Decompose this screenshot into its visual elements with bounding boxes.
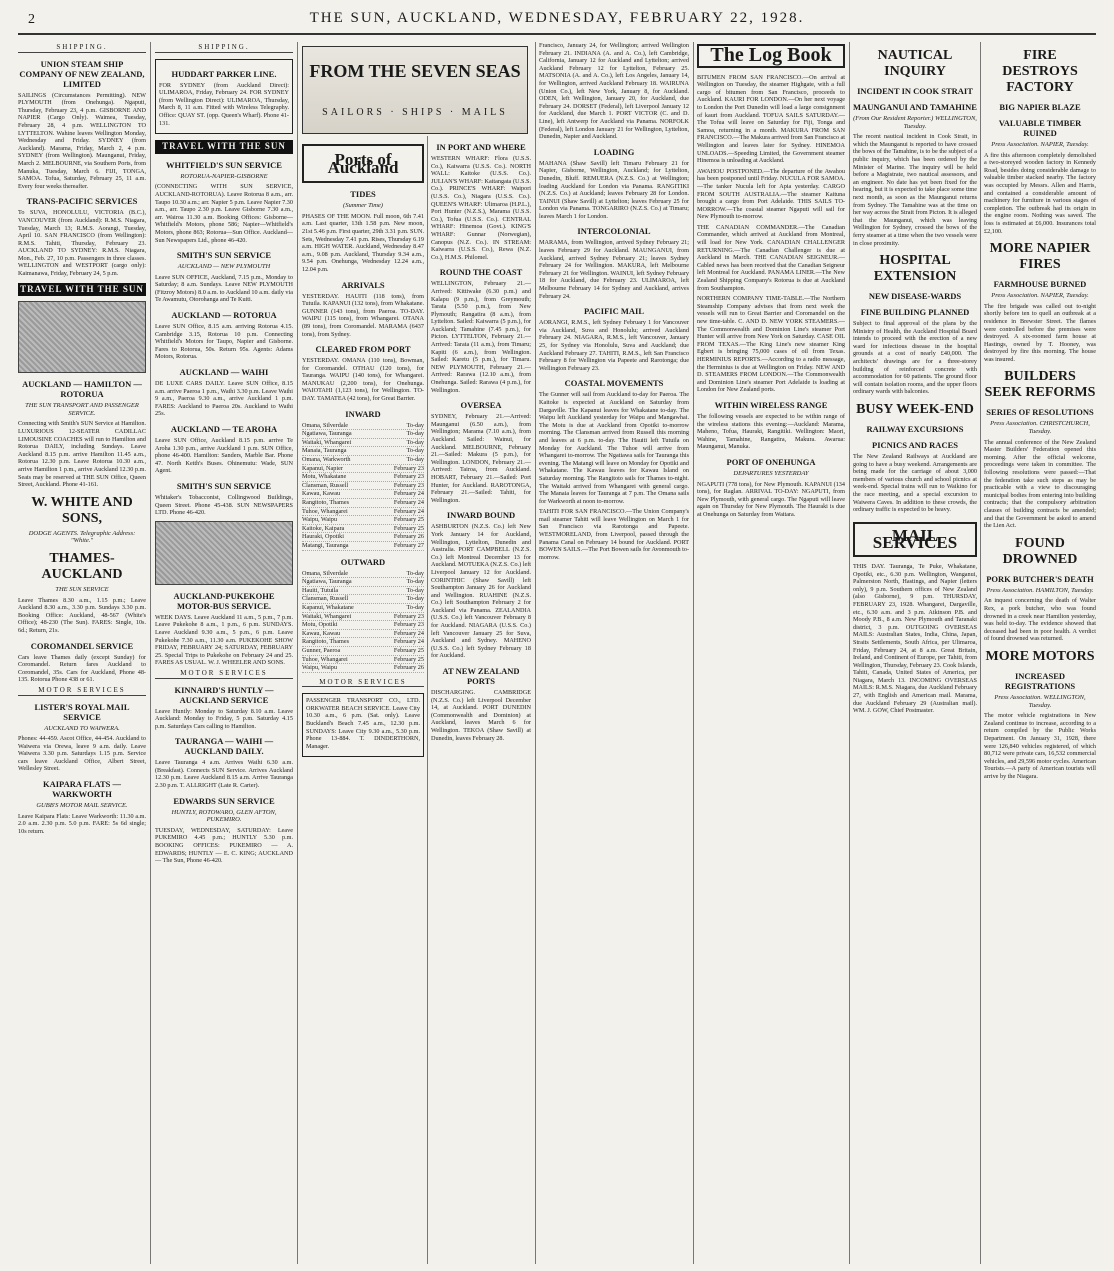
column-rule — [297, 42, 298, 1264]
article-text: ASHBURTON (N.Z.S. Co.) left New York January 14 for Auckland, Wellington, Lyttelton, Dunedin and Australia. PORT CAMPBELL (N.Z.S. Co.) left Montreal December 13 for Auckland. MOTUEKA (N.Z.S. Co.) left Liverpool January 12 for Auckland. CORINTHIC (Shaw Savill) left Southampton January 26 for Auckland and Wellington. RUAHINE (N.Z.S. Co.) left Southampton February 2 for Auckland via Panama. ZEALANDIA (U.S.S. Co.) left Vancouver February 8 for Auckland. NIAGARA (U.S.S. Co.) left Vancouver January 25 for Suva, Auckland and Sydney. MAHENO (U.S.S. Co.) left Sydney February 18 for Auckland. — [431, 523, 531, 660]
list-item — [302, 447, 424, 456]
subheadline: THE SUN SERVICE — [55, 585, 109, 593]
article-text: Connecting with Smith's SUN Service at Hamilton. LUXURIOUS 12-SEATER CADILLAC LIMOUSINE COACHES will run to Hamilton and Rotorua DAILY, including Sundays. Leave Auckland 8.15 p.m. arrive Hamilton 11.45 a.m., Rotorua 12.30 p.m. Leave Rotorua 10.30 a.m., arrive Hamilton 1 p.m., arrive Auckland 12.30 p.m. Seats may be reserved at THE SUN Office, Queen Street, Auckland. Phone 41-161. — [18, 420, 146, 489]
page-number: 2 — [28, 12, 35, 27]
headline: INTERCOLONIAL — [577, 226, 651, 237]
advert-box — [302, 693, 424, 757]
headline: MORE NAPIER FIRES — [989, 241, 1091, 273]
headline: TRANS-PACIFIC SERVICES — [26, 196, 138, 207]
list-item — [302, 465, 424, 474]
section-kicker: SHIPPING. — [155, 44, 293, 53]
bus-photo — [18, 301, 146, 373]
list-item — [302, 525, 424, 534]
list-item — [302, 587, 424, 596]
article-text: The fire brigade was called out to-night shortly before ten to quell an outbreak at a residence in Brewster Street. The flames were controlled before the premises were destroyed. A six-roomed farm house at Hastings, owned by T. Hooney, was destroyed by fire this morning. The house was insured. — [984, 302, 1096, 363]
article-text: NORTHERN COMPANY TIME-TABLE.—The Northern Steamship Company advises that from next week the vessels will run to Great Barrier and Coromandel on the new time-table. C. AND D. NEW YORK STEAMERS.—The Commonwealth and Dominion Line's steamer Port Hunter will arrive from New York on Saturday. CASE OIL FROM TEXAS.—The King Line's new steamer King Egbert is bringing 75,000 cases of oil from Texas. HERMINIUS REPORTS.—According to a radio message, the Herminius is due at Wellington on Friday. NEW AND D. STEAMERS FROM LONDON.—The Commonwealth and Dominion Line's steamer Port Adelaide is loading at London for New Zealand ports. — [697, 295, 845, 394]
headline: KINNAIRD'S HUNTLY — AUCKLAND SERVICE — [174, 684, 274, 705]
section-title: FROM THE SEVEN SEAS — [309, 61, 521, 81]
subheadline: VALUABLE TIMBER RUINED — [998, 118, 1082, 138]
vessel-date: February 23 — [393, 621, 424, 629]
headline: BUILDERS SEEK REFORMS — [984, 369, 1096, 401]
headline: PACIFIC MAIL — [583, 306, 645, 317]
article-text: TAHITI FOR SAN FRANCISCO.—The Union Company's mail steamer Tahiti will leave Wellington on March 1 for San Francisco via Rarotonga and Papeete. WESTMORELAND, from Liverpool, passed through the Panama Canal on February 14 bound for Auckland. PORT BOWEN SAILS.—The Port Bowen sails for Avonmouth to-morrow. — [539, 508, 689, 561]
headline: NAUTICAL INQUIRY — [877, 48, 953, 79]
vessel-name: Hauraki, Opotiki — [302, 533, 344, 541]
vessel-name: Waitaki, Whangarei — [302, 438, 352, 446]
subheadline: INCIDENT IN COOK STRAIT — [857, 86, 973, 96]
subheadline: INCREASED REGISTRATIONS — [1004, 670, 1076, 691]
article-text: DE LUXE CARS DAILY. Leave SUN Office, 8.15 a.m. arrive Paeroa 1 p.m., Waihi 3.30 p.m. Leave Waihi 9 a.m., Paeroa 9.30 a.m., arrive Auckland 1 p.m. FARES: Auckland to Paeroa 20s. Auckland to Waihi 25s. — [155, 380, 293, 418]
article-text: AORANGI, R.M.S., left Sydney February 1 for Vancouver via Auckland, Suva and Honolulu; arrived Auckland February 24. NIAGARA, R.M.S., left Vancouver, January 25, for Sydney via Honolulu, Suva and Auckland; due Auckland February 27. TAHITI, R.M.S., left San Francisco February 8 for Wellington via Papeete and Rarotonga; due Wellington February 23. — [539, 319, 689, 372]
article-text: Leave Thames 8.30 a.m., 1.15 p.m.; Leave Auckland 8.30 a.m., 3.30 p.m. Sundays 3.30 p.m. Booking Office: Auckland, 48-567 (White's Office); 48-230 (The Sun). FARES: Single, 10s. 6d.; Return, 21s. — [18, 596, 146, 634]
vessel-name: Kawau, Kawau — [302, 629, 341, 637]
dateline: (From Our Resident Reporter.) WELLINGTON, Tuesday. — [853, 115, 977, 130]
column-rule — [693, 42, 694, 1264]
vessel-name: Clansman, Russell — [302, 595, 349, 603]
article-text: THE CANADIAN COMMANDER.—The Canadian Commander, which arrived at Auckland from Montreal, will load for New York. CANADIAN CHALLENGER RETURNING.—The Canadian Challenger is due at Auckland in March. THE CANADIAN SEIGNEUR.—Cabled news has been received that the Canadian Seigneur left Montreal for Auckland. PANAMA LINER.—The New Zealand Shipping Company's Rotorua is due at Auckland from Southampton. — [697, 223, 845, 292]
article-text: The New Zealand Railways at Auckland are going to have a busy weekend. Arrangements are being made for the carriage of about 3,000 members of various church and school picnics at week-end. Special trains will run to Waikino for the race meeting, and a special excursion to Waiwera Caves. In addition to these crowds, the ordinary traffic is expected to be heavy. — [853, 453, 977, 514]
subheadline: HUNTLY, ROTOWARO, GLEN AFTON, PUKEMIRO. — [171, 808, 277, 824]
headline: LISTER'S ROYAL MAIL SERVICE — [34, 701, 130, 722]
article-text: FOR SYDNEY (from Auckland Direct): ULIMAROA, Friday, February 24. FOR SYDNEY (from Wellington Direct): ULIMAROA, Thursday, March 8, 11 a.m. Fitted with Wireless Telegraphy. Office: QUAY ST. (opp. Queen's Wharf). Phone 41-131. — [159, 81, 289, 127]
subheadline: THE SUN TRANSPORT AND PASSENGER SERVICE. — [25, 402, 139, 417]
headline: ARRIVALS — [341, 279, 385, 290]
list-item — [302, 533, 424, 542]
list-item — [302, 422, 424, 431]
column-rule — [535, 42, 536, 1264]
article-text: Leave Kaipara Flats: Leave Warkworth: 11.30 a.m. 2.0 a.m. 2.30 p.m. 5.0 p.m. FARE: 5s 6d single; 10s return. — [18, 812, 146, 835]
vessel-name: Tuhoe, Whangarei — [302, 655, 348, 663]
column-rule — [849, 42, 850, 1264]
list-item — [302, 516, 424, 525]
list-item — [302, 542, 424, 551]
subheadline: DODGE AGENTS. Telegraphic Address: "White." — [28, 529, 136, 545]
headline: AUCKLAND — TE AROHA — [170, 424, 278, 434]
vessel-name: Matangi, Tauranga — [302, 541, 349, 549]
headline: CLEARED FROM PORT — [315, 344, 411, 355]
dateline: Press Association. NAPIER, Tuesday. — [991, 141, 1089, 148]
list-item — [302, 578, 424, 587]
article-text: Phones: 44-459. Ascot Office, 44-454. Auckland to Waiwera via Orewa, leave 9 a.m. daily. Leave Waiwera 3.30 p.m. Saturdays 1.15 p.m. Service cars leave Auckland Office, Albert Street, Wellesley Street. — [18, 735, 146, 773]
list-item — [302, 630, 424, 639]
headline: MORE MOTORS — [985, 648, 1095, 664]
vessel-date: February 25 — [393, 646, 424, 654]
headline: BUSY WEEK-END — [856, 402, 974, 418]
list-item — [302, 490, 424, 499]
vessel-date: February 24 — [393, 499, 424, 506]
list-item — [302, 430, 424, 439]
article-text: The annual conference of the New Zealand Master Builders' Federation opened this morning. After the official welcome, proceedings were taken in committee. The following resolutions were passed:—That the federation take such steps as may be practicable with a view to discouraging municipal bodies from entering into building contracts; that the compulsory arbitration clauses of building contracts be amended; and that the Government be asked to amend the Lien Act. — [984, 438, 1096, 530]
dateline: Press Association. WELLINGTON, Tuesday. — [994, 693, 1086, 709]
page-header — [0, 0, 1114, 40]
subheadline: FARMHOUSE BURNED — [993, 279, 1087, 290]
list-item — [302, 499, 424, 508]
vessel-date: February 24 — [393, 507, 424, 515]
subheadline: PORK BUTCHER'S DEATH — [986, 573, 1094, 584]
headline: SMITH'S SUN SERVICE — [176, 480, 272, 491]
column-6 — [697, 42, 845, 1264]
section-tagline: SAILORS · SHIPS · MAILS — [322, 107, 508, 118]
list-item — [302, 604, 424, 613]
article-text: The motor vehicle registrations in New Zealand continue to increase, according to a return compiled by the Public Works Department. On January 31, 1928, there were 126,840 vehicles registered, of which 80,712 were private cars, 16,532 commercial vehicles, and 29,596 motor cycles. American Tourists.—A party of American tourists will arrive by the Niagara. — [984, 712, 1096, 780]
outward-list — [302, 570, 424, 673]
vessel-date: February 26 — [393, 533, 424, 541]
headline: COROMANDEL SERVICE — [30, 640, 134, 651]
subheadline: FINE BUILDING PLANNED — [860, 307, 970, 318]
subheadline: (Summer Time) — [343, 202, 383, 210]
article-text: YESTERDAY. OMANA (110 tons), Bowman, for Coromandel. OTHAU (120 tons), for Tauranga. WAIPU (140 tons), for Whangarei. MANUKAU (2,200 tons), for Onehunga. WAIOTAHI (1,123 tons), for Wellington. TO-DAY. TAMATEA (42 tons), for Great Barrier. — [302, 357, 424, 403]
headline: PORT OF ONEHUNGA — [726, 456, 816, 467]
vessel-date: February 27 — [393, 541, 424, 549]
vessel-name: Kapanui, Whakatane — [302, 603, 354, 611]
vessel-date: To-day — [406, 603, 424, 611]
vessel-name: Gunner, Paeroa — [302, 646, 341, 654]
vessel-name: Waitaki, Whangarei — [302, 612, 352, 620]
headline: INWARD BOUND — [446, 510, 516, 521]
column-rule — [427, 136, 428, 1264]
vessel-name: Omana, Warkworth — [302, 456, 351, 464]
article-text: MARAMA, from Wellington, arrived Sydney February 21; leaves February 29 for Auckland. MAUNGANUI, from Auckland, arrived Sydney February 21; leaves Sydney February 24 for Wellington. MAKURA, left Melbourne February 21 for Wellington. WAINUI, left Sydney February 18 for Auckland, due February 23. ULIMAROA, left Melbourne February 14 for Sydney and Auckland, arrives February 24. — [539, 239, 689, 300]
article-text: (CONNECTING WITH SUN SERVICE, AUCKLAND-ROTORUA). Leave Rotorua 8 a.m., arr. Taupo 10.30 a.m.; arr. Napier 5 p.m. Leave Napier 7.30 a.m., arr. Taupo 2.30 p.m. Leave Gisborne 7.30 a.m., arr. Wairoa 11.30 a.m. Booking Offices: Gisborne—Whitfield's Motors, phone 586; Napier—Whitfield's Motors, phone 863; Rotorua—Sun Office. Auckland—Sun Newspapers Ltd., phone 46-420. — [155, 183, 293, 244]
vessel-date: To-day — [406, 430, 424, 438]
mail-services-title: MAIL SERVICES — [853, 522, 977, 557]
vessel-date: February 25 — [393, 655, 424, 663]
article-text: Cars leave Thames daily (except Sunday) for Coromandel. Return fares Auckland to Coromandel, 35s. Cars for Auckland, Phone 48-135. Rotorua Phone 438 or 61. — [18, 653, 146, 684]
headline: TIDES — [350, 189, 376, 200]
headline: COASTAL MOVEMENTS — [564, 378, 664, 389]
vessel-name: Tuhoe, Whangarei — [302, 507, 348, 515]
vessel-name: Waipu, Waipu — [302, 516, 337, 524]
vessel-name: Omana, Silverdale — [302, 569, 349, 577]
subheadline: BIG NAPIER BLAZE — [999, 102, 1081, 112]
article-text: Whitaker's Tobacconist, Collingwood Buildings, Queen Street. Phone 45-438. SUN NEWSPAPERS LTD. Phone 46-420. — [155, 493, 293, 517]
headline: INWARD — [345, 408, 381, 419]
article-text: Leave Tauranga 4 a.m. Arrives Waihi 6.30 a.m. (Breakfast). Connects SUN Service. Arrives Auckland 12.30 p.m. Leave Auckland 8.15 a.m. Arrive Tauranga 2.30 p.m. T. ALLRIGHT (Late R. Carter). — [155, 759, 293, 790]
vessel-name: Motu, Opotiki — [302, 621, 338, 629]
article-text: WEEK DAYS. Leave Auckland 11 a.m., 5 p.m., 7 p.m. Leave Pukekohe 8 a.m., 1 p.m., 6 p.m. SUNDAYS. Leave Auckland 9.30 a.m., 5 p.m., 6 p.m. Leave Pukekohe 7.30 a.m., 11.30 a.m. PUKEKOHE SHOW FRIDAY, FEBRUARY 24; SATURDAY, FEBRUARY 25. Special Trips to Pukekohe on February 24 and 25. FARES AS USUAL. W. J. WHEELER AND SONS. — [155, 613, 293, 667]
headline: IN PORT AND WHERE — [436, 142, 526, 152]
masthead: THE SUN, AUCKLAND, WEDNESDAY, FEBRUARY 22, 1928. — [309, 10, 805, 26]
vessel-date: To-day — [406, 421, 424, 429]
headline: AT NEW ZEALAND PORTS — [442, 666, 520, 687]
article-text: AWAHOU POSTPONED.—The departure of the Awahou has been postponed until Friday. NUCULA FOR SAMOA.—The tanker Nucula left for Apia yesterday. CARGO FROM SOUTH AUSTRALIA.—The steamer Kaituna brought a cargo from Port Adelaide. THIS SAILS TO-MORROW.—The coastal steamer Ngaputi will sail for New Plymouth to-morrow. — [697, 167, 845, 221]
article-text: DISCHARGING. CAMBRIDGE (N.Z.S. Co.) left Liverpool December 14, at Auckland. PORT DUNEDIN (Commonwealth and Dominion) at Auckland, leaves March 6 for Wellington. TEKOA (Shaw Savill) at Dunedin, leaves February 28. — [431, 689, 531, 742]
list-item — [302, 456, 424, 465]
headline: HOSPITAL EXTENSION — [873, 253, 957, 285]
vessel-date: To-day — [406, 578, 424, 586]
article-text: TUESDAY, WEDNESDAY, SATURDAY: Leave PUKEMIRO 4.45 p.m.; HUNTLY 5.30 p.m. BOOKING OFFICES: PUKEMIRO — A. EDWARDS; HUNTLY — E. C. KING; AUCKLAND — The Sun, Phone 46-420. — [155, 826, 293, 865]
list-item — [302, 664, 424, 673]
headline: FOUND DROWNED — [1002, 535, 1078, 567]
vessel-date: February 25 — [393, 524, 424, 532]
list-item — [302, 647, 424, 656]
column-1 — [18, 42, 146, 1264]
list-item — [302, 638, 424, 647]
column-7 — [853, 42, 977, 1264]
article-text: Subject to final approval of the plans by the Ministry of Health, the Auckland Hospital Board intends to proceed with the erection of a new ward for infectious disease in the hospital grounds at a cost of nearly £40,000. The architects' drawings are for a three-storey building of reinforced concrete with accommodation for 60 patients. The ground floor will contain isolation rooms, and the upper floors ordinary wards with balconies. — [853, 320, 977, 396]
column-4 — [431, 136, 531, 1264]
column-8 — [984, 42, 1096, 1264]
dateline: Press Association. NAPIER, Tuesday. — [991, 292, 1089, 300]
article-text: The recent nautical incident in Cook Strait, in which the Maunganui is reported to have crossed the bows of the Tamahine, is to be the subject of a public inquiry, which has been ordered by the Minister of Marine. The inquiry will be held before a Magistrate, two nautical assessors, and an engineer. No date has yet been fixed for the hearing, but it is expected to take place some time next month, as soon as the Maunganui returns from Sydney. The Tamahine was at the time on her way across the Strait from Picton. It is alleged that the Maunganui, which was leaving Wellington for Sydney, crossed the bows of the ferry steamer at a time when the two vessels were in close proximity. — [853, 133, 977, 247]
headline: ROUND THE COAST — [439, 267, 523, 278]
banner: TRAVEL WITH THE SUN — [18, 283, 146, 297]
headline: WHITFIELD'S SUN SERVICE — [166, 159, 282, 170]
article-text: BITUMEN FROM SAN FRANCISCO.—On arrival at Wellington on Tuesday, the steamer Highgate, with a full cargo of bitumen from San Francisco, proceeds to Auckland. KAURI FOR LONDON.—On her next voyage to London the Port Dunedin will load a large consignment of kauri from Auckland. TOFUA SAILS SATURDAY.—The Tofua will leave on Saturday for Fiji, Tonga and Samoa, returning in a month. MAKURA FROM SAN FRANCISCO.—The Makura arrived from San Francisco at Wellington and leaves later for Sydney. HINEMOA UNLOADS.—Speeding Limited, the Government steamer Hinemoa is unloading at Auckland. — [697, 73, 845, 165]
vessel-name: Ngatiawa, Tauranga — [302, 430, 352, 438]
article-text: NGAPUTI (778 tons), for New Plymouth. KAPANUI (134 tons), for Raglan. ARRIVAL TO-DAY: NGAPUTI, from New Plymouth, with general cargo. The Ngaputi will leave again on Thursday for New Plymouth. The Hauraki is due at Onehunga on Saturday from Waitara. — [697, 480, 845, 518]
article-text: Francisco, January 24, for Wellington; arrived Wellington February 21. INDIANA (A. and A. Co.), left Cambridge, California, January 12 for Auckland and Lyttelton; arrived Auckland February 12 for Lyttelton, February 25. MATSONIA (A. and A. Co.), left Los Angeles, January 14, for Wellington, arrived Auckland February 18. WAIRUNA (Union Co.), left New York, January 8, for Auckland. ODEN, left Wellington, January 20, for Auckland, due February 24. DORSET (Federal), left Liverpool January 12 for Auckland, due March 1. PORT VICTOR (C. and D. Line), left Antwerp for Auckland via Panama. NORFOLK (Federal), left London January 21 for Wellington, Lyttelton, Dunedin, Napier and Auckland. — [539, 42, 689, 141]
vessel-name: Ngatiawa, Tauranga — [302, 578, 352, 586]
dateline: Press Association. CHRISTCHURCH, Tuesday. — [990, 420, 1090, 436]
subheadline: ROTORUA-NAPIER-GISBORNE — [180, 172, 268, 180]
headline: THAMES-AUCKLAND — [41, 550, 123, 582]
article-text: An inquest concerning the death of Walter Rex, a pork butcher, who was found drowned in a creek near Hamilton yesterday, was held to-day. The evidence showed that deceased had been in poor health. A verdict of found drowned was returned. — [984, 597, 1096, 643]
subheadline: RAILWAY EXCURSIONS — [866, 424, 964, 435]
advert-box — [155, 59, 293, 135]
list-item — [302, 508, 424, 517]
vessel-name: Rangitoto, Thames — [302, 499, 349, 506]
section-kicker: SHIPPING. — [18, 44, 146, 53]
headline: AUCKLAND — HAMILTON — ROTORUA — [22, 379, 142, 400]
article-text: WELLINGTON, February 21.—Arrived: Kittiwake (6.30 p.m.) and Kalapu (9 p.m.), from Greymouth; Tarata (5.50 p.m.), from New Plymouth; Rangatira (8 a.m.), from Lyttelton. Sailed: Kaiwarra (5 p.m.), for Auckland; Tamahine (7.45 p.m.), for Picton. LYTTELTON, February 21.—Arrived: Tarata (11 a.m.), from Timaru; Kapiti (6 a.m.), from Wellington. Sailed: Karetu (5 p.m.), for Timaru. NEW PLYMOUTH, February 21.—Arrived: Rarawa (12.10 a.m.), from Onehunga. Sailed: Rarawa (4 p.m.), for Wellington. — [431, 280, 531, 394]
vessel-date: To-day — [406, 595, 424, 603]
subheadline: DEPARTURES YESTERDAY — [733, 469, 809, 477]
vessel-name: Kapanui, Napier — [302, 464, 343, 472]
vessel-name: Omana, Silverdale — [302, 421, 349, 429]
banner: TRAVEL WITH THE SUN — [155, 140, 293, 154]
headline: OVERSEA — [460, 400, 502, 411]
subheadline: GUBB'S MOTOR MAIL SERVICE. — [36, 802, 128, 810]
headline: TAURANGA — WAIHI — AUCKLAND DAILY. — [174, 736, 274, 757]
article-text: YESTERDAY. HAUITI (118 tons), from Tutuila. KAPANUI (132 tons), from Whakatane. GUNNER (143 tons), from Paeroa. TO-DAY. WAIPU (115 tons), from Whangarei. OTANA (89 tons), from Coromandel. MARAMA (6437 tons), from Sydney. — [302, 292, 424, 338]
column-3 — [302, 136, 424, 1264]
headline: KAIPARA FLATS — WARKWORTH — [42, 779, 122, 800]
vessel-name: Kaitoke, Kaipara — [302, 524, 345, 532]
section-kicker: MOTOR SERVICES — [18, 687, 146, 696]
article-text: A fire this afternoon completely demolished a two-storeyed wooden factory in Kennedy Road, besides doing considerable damage to valuable timber stacked nearby. The factory was occupied by Messrs. Allen and Harris, and contained a considerable amount of machinery for furniture in various stages of completion. The outbreak had its origin in the engine room. Nothing was saved. The loss is estimated at £6,000. Insurances total £2,100. — [984, 151, 1096, 235]
vessel-date: To-day — [406, 438, 424, 446]
article-text: MAHANA (Shaw Savill) left Timaru February 21 for Napier, Gisborne, Wellington, Auckland; for Lyttelton, Dunedin, Bluff. REMUERA (N.Z.S. Co.) at Wellington; loading Auckland for London via Panama. RANGITIKI (N.Z.S. Co.) at Auckland; leaves February 28 for London. TAINUI (Shaw Savill) at Lyttelton; leaves February 25 for London via Panama. TONGARIRO (N.Z.S. Co.) at Timaru; leaves March 1 for London. — [539, 159, 689, 220]
list-item — [302, 621, 424, 630]
vessel-name: Rangitoto, Thames — [302, 638, 349, 646]
dateline: Press Association. HAMILTON, Tuesday. — [986, 586, 1094, 594]
inward-list — [302, 422, 424, 551]
vessel-name: Waipu, Waipu — [302, 664, 337, 672]
article-text: Leave SUN Office, 8.15 a.m. arriving Rotorua 4.15. Cambridge 3.15, Rotorua 10 p.m. Connecting Whitfield's Motors for Taupo, Napier and Gisborne. Fares to Rotorua, 50s. Return 95s. Agents: Adams Motors, Rotorua. — [155, 323, 293, 361]
vessel-date: February 24 — [393, 629, 424, 637]
article-text: Leave SUN Office, Auckland 8.15 p.m. arrive Te Aroha 1.30 p.m., arrive Auckland 1 p.m. SUN Office, phone 46-400. Hamilton: Sanders, Marble Bar. Phone 47. North Keith's Buses. Ohinemutu: Wade, SUN Agent. — [155, 437, 293, 475]
headline: FIRE DESTROYS FACTORY — [1002, 48, 1078, 95]
column-2 — [155, 42, 293, 1264]
vessel-date: To-day — [406, 569, 424, 577]
vessel-date: To-day — [406, 456, 424, 464]
subheadline: MAUNGANUI AND TAMAHINE — [853, 102, 977, 112]
bus-photo — [155, 521, 293, 585]
vessel-name: Hauiti, Tutuila — [302, 586, 339, 594]
article-text: The Gunner will sail from Auckland to-day for Paeroa. The Kaitoke is expected at Auckland on Saturday from Dargaville. The Kapanui leaves for Whakatane to-day. The Waipu left Auckland yesterday for Waipu and Mangawhai. The Motu is due at Auckland from Opotiki to-morrow morning. The Clansman arrived from Russell this morning and leaves at 6 p.m. to-day. The Hauiti left Tutuila on Monday for Auckland. The Tuhoe will arrive from Whangarei to-morrow. The Ngatiawa sails for Tauranga this evening. The Matangi will leave on Monday for Opotiki and Whakatane. The Kawau leaves for Kawau Island on Saturday morning. The Rangitoto sails for Thames to-night. The Waitaki arrived from Whangarei with general cargo. The Manaia leaves for Tauranga at 7 p.m. The Omana sails for Warkworth at noon to-morrow. — [539, 391, 689, 505]
vessel-name: Kawau, Kawau — [302, 490, 341, 498]
subheadline: AUCKLAND TO WAIWERA. — [44, 724, 120, 732]
headline: AUCKLAND — ROTORUA — [171, 310, 277, 321]
vessel-name: Motu, Whakatane — [302, 473, 347, 481]
vessel-date: February 26 — [393, 664, 424, 672]
headline: LOADING — [593, 146, 635, 157]
vessel-date: February 23 — [393, 464, 424, 472]
seven-seas-masthead — [302, 44, 528, 138]
headline: WITHIN WIRELESS RANGE — [714, 399, 828, 410]
column-5 — [539, 42, 689, 1264]
vessel-date: February 23 — [393, 612, 424, 620]
headline: EDWARDS SUN SERVICE — [173, 795, 275, 806]
list-item — [302, 656, 424, 665]
section-kicker: MOTOR SERVICES — [302, 679, 424, 688]
headline: AUCKLAND-PUKEKOHE MOTOR-BUS SERVICE. — [173, 590, 275, 611]
vessel-date: February 23 — [393, 473, 424, 481]
list-item — [302, 473, 424, 482]
vessel-name: Manaia, Tauranga — [302, 447, 347, 455]
vessel-date: February 25 — [393, 516, 424, 524]
vessel-date: February 23 — [393, 481, 424, 489]
article-text: SYDNEY, February 21.—Arrived: Maunganui (6.50 a.m.), from Wellington; Marama (7.10 a.m.), from Auckland. Sailed: Wainui, for Auckland. MELBOURNE, February 21.—Sailed: Makura (5 p.m.), for Wellington. LONDON, February 21.—Arrived: Tairoa, from Auckland. HOBART, February 21.—Sailed: Port Hunter, for Auckland. RAROTONGA, February 21.—Sailed: Tahiti, for Wellington. — [431, 413, 531, 504]
list-item — [302, 570, 424, 579]
article-text: Leave Huntly: Monday to Saturday 8.10 a.m. Leave Auckland: Monday to Friday, 5 p.m. Saturday 4.15 p.m. Saturdays Cars calling to Hamilton. — [155, 707, 293, 730]
article-text: The following vessels are expected to be within range of the wireless stations this evening:—Auckland: Marama, Maheno, Tofua, Hauraki, Rangitiki. Wellington: Maori, Wahine, Tamahine, Rangatira, Makura. Awarua: Maunganui, Manuka. — [697, 412, 845, 451]
article-text: To SUVA, HONOLULU, VICTORIA (B.C.), VANCOUVER (from Auckland): R.M.S. Niagara, Tuesday, March 13; R.M.S. Aorangi, Tuesday, April 10. SAN FRANCISCO (from Wellington): R.M.S. Tahiti, Thursday, February 23. AUCKLAND TO SYDNEY: R.M.S. Niagara, Mon., Feb. 27, 10 p.m. Passengers in three classes. WELLINGTON and WESTPORT (cargo only): Kaimanawa, Friday, February 24, 5 p.m. — [18, 209, 146, 278]
article-text: WESTERN WHARF: Flora (U.S.S. Co.), Kaiwarra (U.S.S. Co.). NORTH WALL: Kaitoke (U.S.S. Co.). JULIAN'S WHARF: Kaitangata (U.S.S. Co.). PRINCE'S WHARF: Waipori (U.S.S. Co.), Niagara (U.S.S. Co.). QUEEN'S WHARF: Ulimaroa (H.P.L.), Port Hunter (N.Z.S.), Marama (U.S.S. Co.), Tofua (U.S.S. Co.). CENTRAL WHARF: Hinemoa (Govt.). KING'S WHARF: Gunnar (Norwegian), Canopus (N.Z. Co.). IN STREAM: Kaiwarra (U.S.S. Co.), Rewa (N.Z. Co.), H.M.S. Philomel. — [431, 155, 531, 261]
headline: SMITH'S SUN SERVICE — [176, 250, 272, 261]
vessel-date: February 24 — [393, 490, 424, 498]
headline: UNION STEAM SHIP COMPANY OF NEW ZEALAND, LIMITED — [19, 58, 145, 89]
list-item — [302, 482, 424, 491]
vessel-date: February 24 — [393, 638, 424, 646]
subheadline: NEW DISEASE-WARDS — [868, 291, 962, 302]
vessel-date: To-day — [406, 447, 424, 455]
article-text: SAILINGS (Circumstances Permitting). NEW PLYMOUTH (from Onehunga). Ngaputi, Thursday, February 23, 4 p.m. GISBORNE AND NAPIER (Cargo Only). Waimea, Tuesday, February 28, 4 p.m. WELLINGTON TO LYTTELTON. Wahine leaves Wellington Monday, Wednesday and Friday. SYDNEY (from Auckland). Marama, Friday, March 2, 4 p.m. SYDNEY (from Wellington). Maunganui, Friday, March 2. MELBOURNE, via Southern Ports, from Manuka, Tuesday, March 6. FIJI, TONGA, SAMOA. Tofua, Saturday, February 25, 11 a.m. Every four weeks thereafter. — [18, 91, 146, 190]
section-kicker: MOTOR SERVICES — [155, 670, 293, 679]
list-item — [302, 595, 424, 604]
column-rule — [980, 42, 981, 1264]
vessel-name: Clansman, Russell — [302, 481, 349, 489]
subheadline: AUCKLAND — NEW PLYMOUTH — [177, 263, 271, 271]
article-text: THIS DAY. Tauranga, Te Puke, Whakatane, Opotiki, etc., 6.30 p.m. Wellington, Wanganui, Palmerston North, Hastings, and Napier (letters only), 9 p.m. Southern offices of New Zealand (also Gisborne), 9 p.m. THURSDAY, FEBRUARY 23, 1928. Whangarei, Dargaville, etc., 6.30 a.m. and 3 p.m. Atkinson P.B. and Moody P.B., 8 a.m. New Plymouth and Taranaki district, 3 p.m. OUTGOING OVERSEAS MAILS: Australian States, India, China, Japan, Straits Settlements, South Africa, per Ulimaroa, Friday, February 24, at 8 a.m. Great Britain, Ireland, and Continent of Europe, per Tahiti, from Wellington, Thursday, February 23. Cook Islands, Tahiti, Canada, United States of America, per Niagara, March 13. INCOMING OVERSEAS MAILS: R.M.S. Niagara, due Auckland February 27, with English and American mail. Marama, due Auckland February 29 (Australian mail). WM. J. GOW, Chief Postmaster. — [853, 562, 977, 715]
ports-of-auckland-title: Ports of Auckland — [302, 144, 424, 183]
subheadline: SERIES OF RESOLUTIONS — [986, 407, 1094, 418]
list-item — [302, 613, 424, 622]
headline: HUDDART PARKER LINE. — [171, 68, 277, 79]
article-text: PHASES OF THE MOON. Full moon, 6th 7.41 a.m. Last quarter, 13th 1.58 p.m. New moon, 21st 5.46 p.m. First quarter, 29th 3.31 p.m. SUN. Sets, Wednesday 7.41 p.m. Rises, Thursday 6.19 a.m. HIGH WATER. Auckland, Wednesday 8.47 a.m., 9.08 p.m. Auckland, Thursday 9.34 a.m., 9.54 p.m. Onehunga, Wednesday 12.24 a.m., 12.04 p.m. — [302, 212, 424, 273]
headline: AUCKLAND — WAIHI — [179, 367, 269, 378]
column-rule — [150, 42, 151, 1264]
log-book-title: The Log Book — [697, 44, 845, 68]
headline: W. WHITE AND SONS, — [31, 494, 133, 526]
headline: OUTWARD — [340, 556, 386, 567]
article-text: Leave SUN OFFICE, Auckland, 7.15 p.m., Monday to Saturday; 8 a.m. Sundays. Leave NEW PLYMOUTH (Fitzroy Motors) 8.0 a.m. to Auckland 10 a.m. daily via Te Awamutu, Otorohanga and Te Kuiti. — [155, 273, 293, 304]
article-text: PASSENGER TRANSPORT CO., LTD. ORKWATER BEACH SERVICE. Leave City 10.30 a.m., 6 p.m. (Sat. only). Leave Buckland's Beach 7.45 a.m., 12.30 p.m. SUNDAYS: Leave City 9.30 a.m., 5.30 p.m. Phone 13-884. T. DINDERTHORN, Manager. — [306, 697, 420, 750]
vessel-date: To-day — [406, 586, 424, 594]
list-item — [302, 439, 424, 448]
subheadline: PICNICS AND RACES — [872, 440, 958, 451]
ship-illustration — [302, 46, 528, 134]
header-rule — [18, 33, 1096, 35]
